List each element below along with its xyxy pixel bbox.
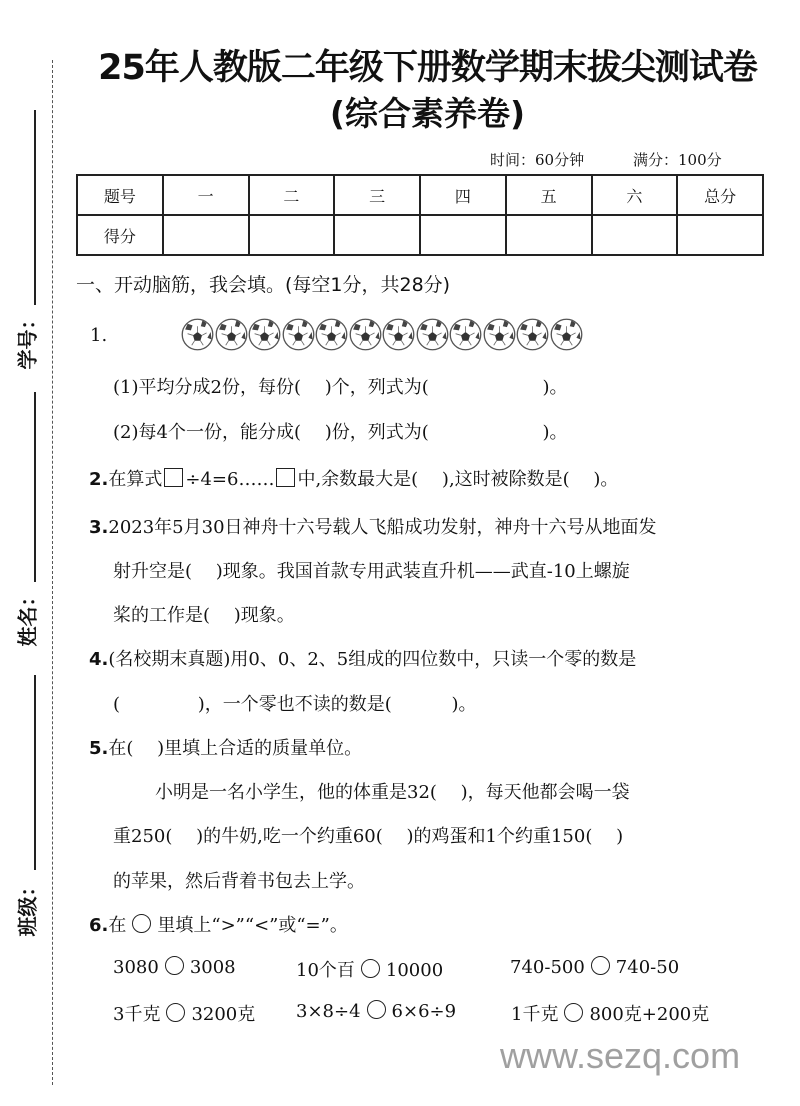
question-6-text-b: 里填上“>”“<”或“=”。 bbox=[157, 915, 348, 936]
question-2-text-c: 中,余数最大是( ),这时被除数是( )。 bbox=[297, 469, 619, 490]
score-cell[interactable] bbox=[249, 215, 335, 255]
soccer-ball-icon bbox=[315, 318, 348, 351]
soccer-ball-icon bbox=[550, 318, 583, 351]
compare-right: 800克+200克 bbox=[589, 1004, 710, 1025]
question-3-number: 3. bbox=[89, 517, 109, 538]
score-cell[interactable] bbox=[163, 215, 249, 255]
score-cell[interactable] bbox=[334, 215, 420, 255]
question-4-line-2: ( )，一个零也不读的数是( )。 bbox=[113, 694, 477, 715]
soccer-ball-row bbox=[181, 318, 583, 351]
compare-circle-icon[interactable] bbox=[166, 1003, 185, 1022]
question-1-number: 1. bbox=[90, 325, 108, 346]
compare-circle-icon[interactable] bbox=[165, 956, 184, 975]
score-header-cell: 四 bbox=[420, 175, 506, 215]
page-subtitle: (综合素养卷) bbox=[329, 94, 526, 133]
soccer-ball-icon bbox=[181, 318, 214, 351]
compare-right: 740-50 bbox=[615, 957, 680, 978]
question-6-line-1 bbox=[89, 911, 348, 937]
score-row-label: 得分 bbox=[77, 215, 163, 255]
score-cell[interactable] bbox=[677, 215, 763, 255]
question-6-text-a: 在 bbox=[108, 915, 127, 936]
compare-circle-icon[interactable] bbox=[564, 1003, 583, 1022]
compare-item bbox=[511, 1000, 709, 1026]
compare-circle-icon[interactable] bbox=[361, 959, 380, 978]
compare-right: 6×6÷9 bbox=[391, 1001, 457, 1022]
question-3-line-1 bbox=[89, 513, 657, 539]
question-6-number: 6. bbox=[89, 915, 109, 936]
question-5-line-3: 重250( )的牛奶,吃一个约重60( )的鸡蛋和1个约重150( ) bbox=[113, 826, 624, 847]
question-4-number: 4. bbox=[89, 649, 109, 670]
compare-right: 10000 bbox=[385, 960, 444, 981]
question-5-line-4: 的苹果，然后背着书包去上学。 bbox=[113, 871, 365, 892]
score-cell[interactable] bbox=[592, 215, 678, 255]
question-2-text-a: 在算式 bbox=[108, 469, 163, 490]
compare-item bbox=[296, 1000, 456, 1022]
compare-item bbox=[510, 956, 679, 978]
compare-item bbox=[296, 956, 443, 982]
soccer-ball-icon bbox=[382, 318, 415, 351]
score-table bbox=[76, 174, 764, 256]
soccer-ball-icon bbox=[248, 318, 281, 351]
score-header-cell: 总分 bbox=[677, 175, 763, 215]
question-2 bbox=[89, 465, 618, 491]
compare-left: 740-500 bbox=[510, 957, 585, 978]
exam-full-score: 满分：100分 bbox=[633, 151, 722, 169]
compare-left: 3080 bbox=[113, 957, 159, 978]
name-label: 姓名： bbox=[15, 586, 40, 647]
section-1-heading: 一、开动脑筋，我会填。(每空1分，共28分) bbox=[76, 274, 451, 296]
question-5-text: 在( )里填上合适的质量单位。 bbox=[108, 738, 363, 759]
question-2-number: 2. bbox=[89, 469, 109, 490]
score-table-header-row bbox=[77, 175, 763, 215]
question-4-line-1 bbox=[89, 645, 636, 671]
score-header-cell: 五 bbox=[506, 175, 592, 215]
question-2-text-b: ÷4=6…… bbox=[185, 469, 275, 490]
score-header-cell: 题号 bbox=[77, 175, 163, 215]
question-1-sub1: (1)平均分成2份，每份( )个，列式为( )。 bbox=[113, 377, 568, 398]
score-cell[interactable] bbox=[420, 215, 506, 255]
compare-left: 3×8÷4 bbox=[296, 1001, 361, 1022]
soccer-ball-icon bbox=[282, 318, 315, 351]
compare-right: 3008 bbox=[189, 957, 236, 978]
compare-circle-icon[interactable] bbox=[367, 1000, 386, 1019]
question-5-line-1 bbox=[89, 734, 362, 760]
score-header-cell: 三 bbox=[334, 175, 420, 215]
compare-item bbox=[113, 956, 236, 978]
blank-circle-icon bbox=[132, 914, 151, 933]
binding-dashed-line bbox=[52, 60, 53, 1085]
blank-box-icon[interactable] bbox=[276, 468, 295, 487]
page-title: 25年人教版二年级下册数学期末拔尖测试卷 bbox=[98, 48, 757, 88]
score-cell[interactable] bbox=[506, 215, 592, 255]
class-label: 班级： bbox=[15, 876, 40, 937]
blank-box-icon[interactable] bbox=[164, 468, 183, 487]
score-table-score-row bbox=[77, 215, 763, 255]
soccer-ball-icon bbox=[349, 318, 382, 351]
question-5-line-2: 小明是一名小学生，他的体重是32( )，每天他都会喝一袋 bbox=[155, 782, 630, 803]
compare-left: 10个百 bbox=[296, 960, 355, 981]
soccer-ball-icon bbox=[516, 318, 549, 351]
score-header-cell: 六 bbox=[592, 175, 678, 215]
score-header-cell: 二 bbox=[249, 175, 335, 215]
question-5-number: 5. bbox=[89, 738, 109, 759]
compare-item bbox=[113, 1000, 255, 1026]
soccer-ball-icon bbox=[416, 318, 449, 351]
watermark: www.sezq.com bbox=[500, 1035, 741, 1076]
soccer-ball-icon bbox=[215, 318, 248, 351]
compare-right: 3200克 bbox=[191, 1004, 256, 1025]
student-id-fill-line[interactable] bbox=[34, 110, 36, 305]
question-3-line-2: 射升空是( )现象。我国首款专用武装直升机——武直-10上螺旋 bbox=[113, 561, 630, 582]
compare-left: 1千克 bbox=[511, 1004, 559, 1025]
question-3-text: 2023年5月30日神舟十六号载人飞船成功发射，神舟十六号从地面发 bbox=[108, 517, 657, 538]
question-4-text: (名校期末真题)用0、0、2、5组成的四位数中，只读一个零的数是 bbox=[108, 649, 637, 670]
student-id-label: 学号： bbox=[15, 309, 40, 370]
score-header-cell: 一 bbox=[163, 175, 249, 215]
soccer-ball-icon bbox=[449, 318, 482, 351]
compare-circle-icon[interactable] bbox=[591, 956, 610, 975]
student-id-fill-line-2[interactable] bbox=[34, 392, 36, 582]
soccer-ball-icon bbox=[483, 318, 516, 351]
exam-time: 时间：60分钟 bbox=[490, 151, 585, 169]
question-3-line-3: 桨的工作是( )现象。 bbox=[113, 605, 295, 626]
name-fill-line[interactable] bbox=[34, 675, 36, 870]
question-1-sub2: (2)每4个一份，能分成( )份，列式为( )。 bbox=[113, 422, 568, 443]
compare-left: 3千克 bbox=[113, 1004, 161, 1025]
